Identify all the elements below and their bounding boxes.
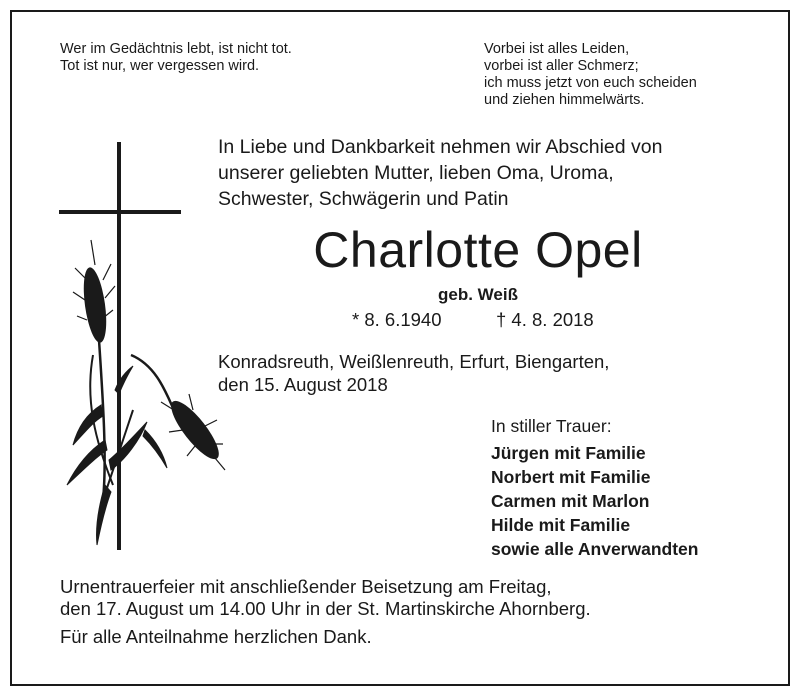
cross-icon	[59, 142, 181, 550]
place-and-date: Konradsreuth, Weißlenreuth, Erfurt, Biengarten, den 15. August 2018	[218, 351, 610, 395]
wheat-icon	[67, 240, 226, 545]
maiden-name: geb. Weiß	[438, 285, 518, 304]
birth-date: * 8. 6.1940	[352, 309, 442, 330]
mourner-item: Hilde mit Familie	[491, 515, 631, 535]
deceased-name: Charlotte Opel	[313, 222, 643, 278]
cross-with-wheat-icon	[55, 140, 230, 555]
mourner-item: Norbert mit Familie	[491, 467, 651, 487]
death-date: † 4. 8. 2018	[496, 309, 594, 330]
mourner-item: Carmen mit Marlon	[491, 491, 650, 511]
poem-left: Wer im Gedächtnis lebt, ist nicht tot. Tot ist nur, wer vergessen wird.	[60, 41, 292, 74]
mourners-label: In stiller Trauer:	[491, 416, 612, 436]
mourner-item: Jürgen mit Familie	[491, 443, 646, 463]
mourners-list	[491, 441, 698, 561]
intro-text: In Liebe und Dankbarkeit nehmen wir Abschied von unserer geliebten Mutter, lieben Oma, Uroma, Schwester, Schwägerin und Patin	[218, 136, 663, 210]
funeral-notice: Urnentrauerfeier mit anschließender Beisetzung am Freitag, den 17. August um 14.00 Uhr in der St. Martinskirche Ahornberg.	[60, 576, 591, 619]
mourner-item: sowie alle Anverwandten	[491, 539, 699, 559]
poem-right: Vorbei ist alles Leiden, vorbei ist aller Schmerz; ich muss jetzt von euch scheiden und ziehen himmelwärts.	[484, 41, 697, 108]
thanks-text: Für alle Anteilnahme herzlichen Dank.	[60, 626, 372, 647]
